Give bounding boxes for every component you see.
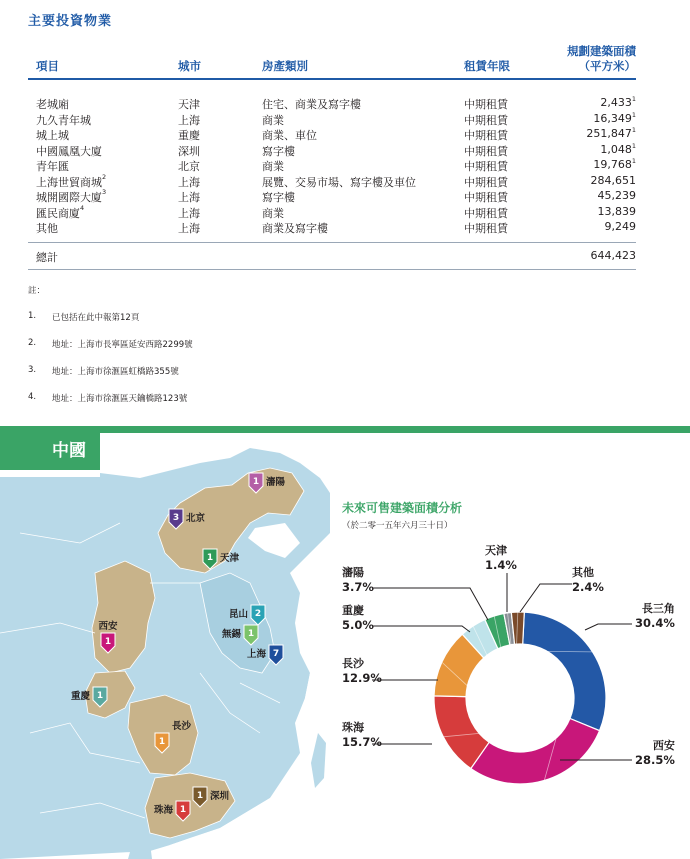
- table-row: [28, 127, 636, 143]
- table-row: [28, 205, 636, 221]
- note-item: [28, 338, 193, 350]
- type-cell: [262, 189, 295, 205]
- map-city-label: 珠海: [153, 805, 173, 816]
- label-changsha-pct: 12.9%: [342, 671, 382, 685]
- donut-slice: [523, 612, 606, 731]
- project-cell: [36, 189, 106, 205]
- note-text: 地址：上海市徐滙區天鑰橋路123號: [52, 394, 188, 404]
- footnote-ref: 1: [631, 141, 636, 150]
- lease-cell-text: 中期租賃: [464, 98, 508, 111]
- project-cell-text: 青年匯: [36, 160, 69, 173]
- lease-cell: [464, 158, 508, 174]
- label-shenyang-pct: 3.7%: [342, 580, 374, 594]
- label-others-pct: 2.4%: [572, 580, 604, 594]
- city-cell-text: 上海: [178, 175, 200, 189]
- city-cell-text: 深圳: [178, 144, 200, 158]
- label-chongqing-name: 重慶: [342, 604, 364, 617]
- note-number: 1.: [28, 311, 37, 321]
- city-cell: [178, 96, 200, 112]
- gfa-cell-text: 284,651: [590, 173, 636, 187]
- type-cell-text: 商業: [262, 160, 284, 173]
- note-item: [28, 365, 193, 377]
- label-shenyang: [342, 566, 374, 594]
- city-cell: [178, 143, 200, 159]
- map-marker-count: 3: [172, 513, 180, 523]
- lease-cell: [464, 143, 508, 159]
- lease-cell: [464, 205, 508, 221]
- lease-cell: [464, 189, 508, 205]
- label-yangtze-name: 長三角: [641, 602, 675, 615]
- map-marker-count: 1: [247, 629, 255, 639]
- type-cell-text: 寫字樓: [262, 144, 295, 158]
- gfa-cell: [598, 189, 637, 202]
- gfa-cell-text: 45,239: [597, 189, 636, 202]
- donut-facet-line: [547, 651, 592, 652]
- label-tianjin: [485, 544, 517, 572]
- notes: [28, 284, 193, 419]
- city-cell-text: 上海: [178, 222, 200, 235]
- type-cell: [262, 174, 416, 190]
- footnote-ref: 1: [631, 95, 636, 103]
- city-cell: [178, 127, 200, 143]
- map-marker-count: 1: [252, 477, 260, 487]
- investment-property-table: [28, 40, 636, 270]
- project-cell: [36, 143, 102, 159]
- note-item: [28, 311, 193, 323]
- lease-cell: [464, 127, 508, 143]
- note-text: 地址：上海市長寧區延安西路2299號: [52, 340, 193, 350]
- project-cell-text: 中國鳳凰大廈: [36, 144, 102, 158]
- type-cell-text: 寫字樓: [262, 191, 295, 204]
- footnote-ref: 4: [80, 203, 85, 212]
- total-value: 644,423: [590, 248, 636, 262]
- note-number: 2.: [28, 338, 37, 348]
- map-city-label: 西安: [98, 621, 118, 632]
- table-row: [28, 143, 636, 159]
- table-row: [28, 96, 636, 112]
- lease-cell-text: 中期租賃: [464, 113, 508, 127]
- map-marker-count: 1: [104, 637, 112, 647]
- project-cell-text: 匯民商廈: [36, 206, 80, 220]
- lease-cell: [464, 174, 508, 190]
- map-marker-count: 1: [179, 805, 187, 815]
- map-marker-count: 1: [158, 737, 166, 747]
- project-cell-text: 城上城: [36, 129, 69, 142]
- lease-cell-text: 中期租賃: [464, 222, 508, 235]
- header-type: 房產類別: [262, 59, 308, 73]
- lease-cell-text: 中期租賃: [464, 129, 508, 142]
- map-marker-count: 1: [96, 691, 104, 701]
- header-project: 項目: [36, 59, 59, 73]
- type-cell: [262, 127, 317, 143]
- label-yangtze-pct: 30.4%: [635, 616, 675, 630]
- gfa-cell: [593, 158, 636, 171]
- total-label: 總計: [36, 250, 58, 264]
- label-zhuhai-pct: 15.7%: [342, 735, 382, 749]
- type-cell: [262, 158, 284, 174]
- project-cell: [36, 220, 58, 236]
- donut-title: 未來可售建築面積分析: [342, 501, 463, 515]
- city-cell: [178, 158, 200, 174]
- type-cell-text: 住宅、商業及寫字樓: [262, 98, 361, 111]
- header-gfa-line1: 規劃建築面積: [567, 44, 636, 58]
- label-shenyang-name: 瀋陽: [342, 566, 364, 579]
- city-cell: [178, 112, 200, 128]
- type-cell: [262, 220, 328, 236]
- project-cell: [36, 112, 91, 128]
- lease-cell: [464, 112, 508, 128]
- label-tianjin-name: 天津: [485, 544, 507, 557]
- gfa-cell: [598, 205, 637, 218]
- project-cell: [36, 96, 69, 112]
- label-others-name: 其他: [572, 566, 594, 579]
- label-xian: [635, 739, 675, 767]
- donut-chart: [420, 598, 620, 798]
- note-text: 地址：上海市徐滙區虹橋路355號: [52, 367, 179, 377]
- table-body: [28, 96, 636, 236]
- type-cell: [262, 96, 361, 112]
- city-cell-text: 重慶: [178, 129, 200, 142]
- gfa-cell: [605, 220, 637, 233]
- note-number: 3.: [28, 365, 37, 375]
- map-marker-count: 1: [196, 791, 204, 801]
- gfa-cell-text: 9,249: [604, 220, 636, 233]
- project-cell-text: 老城廂: [36, 98, 69, 111]
- header-gfa-line2: （平方米）: [578, 59, 636, 73]
- china-map: [0, 433, 330, 859]
- lease-cell-text: 中期租賃: [464, 206, 508, 220]
- map-city-label: 上海: [246, 649, 266, 660]
- label-others: [572, 566, 604, 594]
- donut-subtitle: （於二零一五年六月三十日）: [342, 521, 453, 531]
- label-changsha: [342, 657, 382, 685]
- map-marker-count: 1: [206, 553, 214, 563]
- project-cell: [36, 205, 84, 221]
- map-city-label: 瀋陽: [266, 477, 286, 488]
- footnote-ref: 1: [631, 126, 636, 134]
- type-cell-text: 商業及寫字樓: [262, 222, 328, 235]
- type-cell-text: 商業: [262, 206, 284, 220]
- project-cell-text: 其他: [36, 222, 58, 235]
- map-marker-count: 7: [272, 649, 280, 659]
- lease-cell-text: 中期租賃: [464, 175, 508, 189]
- type-cell-text: 商業、車位: [262, 129, 317, 142]
- label-zhuhai: [342, 721, 382, 749]
- city-cell-text: 上海: [178, 113, 200, 127]
- city-cell-text: 天津: [178, 98, 200, 111]
- section-title: 主要投資物業: [28, 14, 113, 29]
- map-city-label: 長沙: [172, 721, 192, 732]
- project-cell-text: 城開國際大廈: [36, 191, 102, 204]
- footnote-ref: 1: [631, 157, 636, 165]
- city-cell: [178, 220, 200, 236]
- gfa-cell-text: 19,768: [593, 158, 632, 171]
- gfa-cell: [600, 143, 636, 156]
- label-zhuhai-name: 珠海: [342, 721, 364, 734]
- map-city-label: 昆山: [228, 609, 248, 620]
- city-cell-text: 北京: [178, 160, 200, 173]
- header-city: 城市: [178, 59, 201, 73]
- label-xian-pct: 28.5%: [635, 753, 675, 767]
- gfa-cell-text: 13,839: [597, 204, 636, 218]
- table-header: [28, 40, 636, 80]
- type-cell-text: 商業: [262, 113, 284, 127]
- project-cell: [36, 127, 69, 143]
- lease-cell-text: 中期租賃: [464, 144, 508, 158]
- map-city-label: 北京: [186, 513, 206, 524]
- gfa-cell-text: 1,048: [600, 142, 632, 156]
- gfa-cell-text: 16,349: [593, 111, 632, 125]
- note-number: 4.: [28, 392, 37, 402]
- footnote-ref: 1: [631, 110, 636, 119]
- map-city-label: 重慶: [70, 691, 90, 702]
- city-cell-text: 上海: [178, 206, 200, 220]
- project-cell: [36, 174, 106, 190]
- map-city-label: 深圳: [210, 791, 230, 802]
- lease-cell: [464, 220, 508, 236]
- city-cell-text: 上海: [178, 191, 200, 204]
- notes-list: [28, 311, 193, 404]
- label-yangtze: [635, 602, 675, 630]
- footnote-ref: 2: [102, 172, 107, 181]
- type-cell: [262, 205, 284, 221]
- label-chongqing: [342, 604, 374, 632]
- gfa-cell: [600, 96, 636, 109]
- table-row: [28, 158, 636, 174]
- table-row: [28, 189, 636, 205]
- project-cell-text: 上海世貿商城: [36, 175, 102, 189]
- gfa-cell: [591, 174, 637, 187]
- note-item: [28, 392, 193, 404]
- notes-label: 註：: [28, 286, 46, 296]
- label-changsha-name: 長沙: [342, 657, 364, 670]
- city-cell: [178, 205, 200, 221]
- china-tab: 中國: [0, 433, 100, 470]
- type-cell-text: 展覽、交易市場、寫字樓及車位: [262, 175, 416, 189]
- label-tianjin-pct: 1.4%: [485, 558, 517, 572]
- label-xian-name: 西安: [652, 739, 675, 752]
- label-chongqing-pct: 5.0%: [342, 618, 374, 632]
- lease-cell-text: 中期租賃: [464, 191, 508, 204]
- table-row: [28, 112, 636, 128]
- gfa-cell-text: 2,433: [600, 96, 632, 109]
- footnote-ref: 3: [102, 188, 107, 196]
- map-city-label: 天津: [220, 553, 240, 564]
- type-cell: [262, 143, 295, 159]
- note-text: 已包括在此中報第12頁: [52, 313, 140, 323]
- gfa-cell: [586, 127, 636, 140]
- table-row: [28, 174, 636, 190]
- project-cell: [36, 158, 69, 174]
- header-lease: 租賃年限: [464, 59, 510, 73]
- project-cell-text: 九久青年城: [36, 113, 91, 127]
- map-marker-count: 2: [254, 609, 262, 619]
- gfa-cell: [593, 112, 636, 125]
- table-total-row: [28, 242, 636, 270]
- city-cell: [178, 174, 200, 190]
- table-row: [28, 220, 636, 236]
- city-cell: [178, 189, 200, 205]
- header-gfa: [567, 44, 636, 74]
- lease-cell: [464, 96, 508, 112]
- donut-slice: [471, 718, 600, 784]
- gfa-cell-text: 251,847: [586, 127, 632, 140]
- type-cell: [262, 112, 284, 128]
- lease-cell-text: 中期租賃: [464, 160, 508, 173]
- green-divider: [0, 426, 690, 433]
- map-city-label: 無錫: [221, 629, 241, 640]
